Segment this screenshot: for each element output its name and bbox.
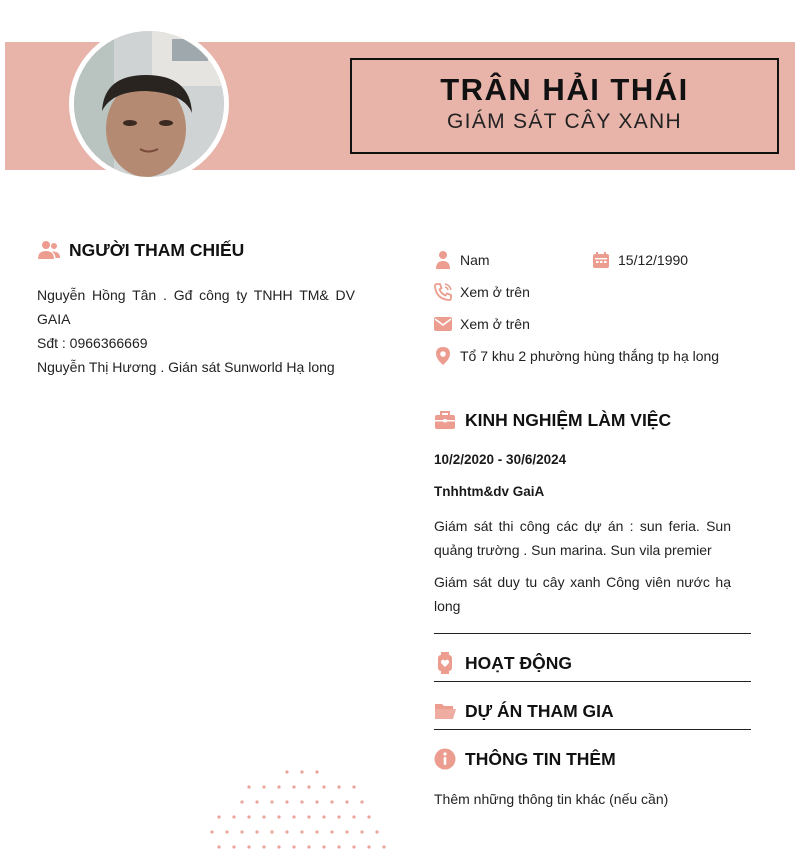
references-heading (37, 238, 244, 262)
email-row (433, 314, 530, 334)
decorative-dot (277, 845, 280, 848)
decorative-dot (352, 815, 355, 818)
decorative-dot (217, 815, 220, 818)
decorative-dot (360, 830, 363, 833)
decorative-dot (292, 845, 295, 848)
decorative-dot (337, 845, 340, 848)
gender-value: Nam (460, 252, 490, 268)
phone-row (433, 282, 530, 302)
decorative-dot (337, 815, 340, 818)
folder-icon (433, 699, 457, 723)
decorative-dot (232, 845, 235, 848)
divider (434, 681, 751, 682)
decorative-dot (322, 845, 325, 848)
reference-line: Nguyễn Hồng Tân . Gđ công ty TNHH TM& DV GAIA (37, 287, 355, 327)
decorative-dot (285, 800, 288, 803)
decorative-dot (307, 815, 310, 818)
divider (434, 633, 751, 634)
decorative-dots (200, 765, 400, 852)
candidate-name: TRÂN HẢI THÁI (440, 72, 689, 107)
email-value: Xem ở trên (460, 316, 530, 332)
gender-row (433, 250, 490, 270)
calendar-icon (591, 250, 611, 270)
decorative-dot (247, 815, 250, 818)
decorative-dot (270, 830, 273, 833)
decorative-dot (337, 785, 340, 788)
decorative-dot (255, 830, 258, 833)
decorative-dot (322, 815, 325, 818)
decorative-dot (240, 800, 243, 803)
person-icon (433, 250, 453, 270)
decorative-dot (382, 845, 385, 848)
name-box (350, 58, 779, 154)
decorative-dot (210, 830, 213, 833)
decorative-dot (307, 845, 310, 848)
decorative-dot (255, 800, 258, 803)
watch-heart-icon (433, 651, 457, 675)
decorative-dot (315, 830, 318, 833)
decorative-dot (300, 770, 303, 773)
avatar (69, 26, 229, 182)
extra-info-title: THÔNG TIN THÊM (465, 748, 616, 769)
reference-line: Sđt : 0966366669 (37, 335, 148, 351)
extra-info-heading (433, 747, 616, 771)
decorative-dot (247, 845, 250, 848)
decorative-dot (352, 845, 355, 848)
decorative-dot (285, 830, 288, 833)
decorative-dot (292, 785, 295, 788)
decorative-dot (277, 785, 280, 788)
projects-heading (433, 699, 614, 723)
decorative-dot (270, 800, 273, 803)
decorative-dot (300, 830, 303, 833)
decorative-dot (232, 815, 235, 818)
decorative-dot (292, 815, 295, 818)
decorative-dot (240, 830, 243, 833)
decorative-dot (352, 785, 355, 788)
decorative-dot (345, 800, 348, 803)
decorative-dot (262, 815, 265, 818)
decorative-dot (345, 830, 348, 833)
job-description: Giám sát thi công các dự án : sun feria. Sun quảng trường . Sun marina. Sun vila premier (434, 518, 731, 558)
job-period: 10/2/2020 - 30/6/2024 (434, 452, 567, 467)
envelope-icon (433, 314, 453, 334)
experience-heading (433, 408, 671, 432)
decorative-dot (247, 785, 250, 788)
phone-value: Xem ở trên (460, 284, 530, 300)
job-company: Tnhhtm&dv GaiA (434, 484, 545, 499)
address-value: Tổ 7 khu 2 phường hùng thắng tp hạ long (460, 348, 720, 364)
info-icon (433, 747, 457, 771)
activities-heading (433, 651, 572, 675)
projects-title: DỰ ÁN THAM GIA (465, 700, 614, 721)
location-pin-icon (433, 346, 453, 366)
extra-info-text: Thêm những thông tin khác (nếu cần) (434, 791, 669, 807)
decorative-dot (367, 845, 370, 848)
decorative-dot (307, 785, 310, 788)
people-icon (37, 238, 61, 262)
decorative-dot (217, 845, 220, 848)
activities-title: HOẠT ĐỘNG (465, 652, 572, 673)
briefcase-icon (433, 408, 457, 432)
decorative-dot (225, 830, 228, 833)
decorative-dot (315, 770, 318, 773)
experience-title: KINH NGHIỆM LÀM VIỆC (465, 409, 672, 430)
decorative-dot (375, 830, 378, 833)
decorative-dot (322, 785, 325, 788)
decorative-dot (360, 800, 363, 803)
job-title: GIÁM SÁT CÂY XANH (447, 110, 682, 133)
job-description: Giám sát duy tu cây xanh Công viên nước hạ long (434, 574, 731, 614)
address-row (433, 346, 719, 366)
decorative-dot (262, 845, 265, 848)
decorative-dot (367, 815, 370, 818)
decorative-dot (300, 800, 303, 803)
decorative-dot (330, 800, 333, 803)
decorative-dot (262, 785, 265, 788)
divider (434, 729, 751, 730)
reference-line: Nguyễn Thị Hương . Gián sát Sunworld Hạ long (37, 359, 335, 375)
decorative-dot (315, 800, 318, 803)
decorative-dot (330, 830, 333, 833)
birthdate-value: 15/12/1990 (618, 252, 689, 268)
decorative-dot (285, 770, 288, 773)
references-list (37, 283, 355, 379)
birthdate-row (591, 250, 688, 270)
phone-icon (433, 282, 453, 302)
references-title: NGƯỜI THAM CHIẾU (69, 239, 245, 260)
decorative-dot (277, 815, 280, 818)
